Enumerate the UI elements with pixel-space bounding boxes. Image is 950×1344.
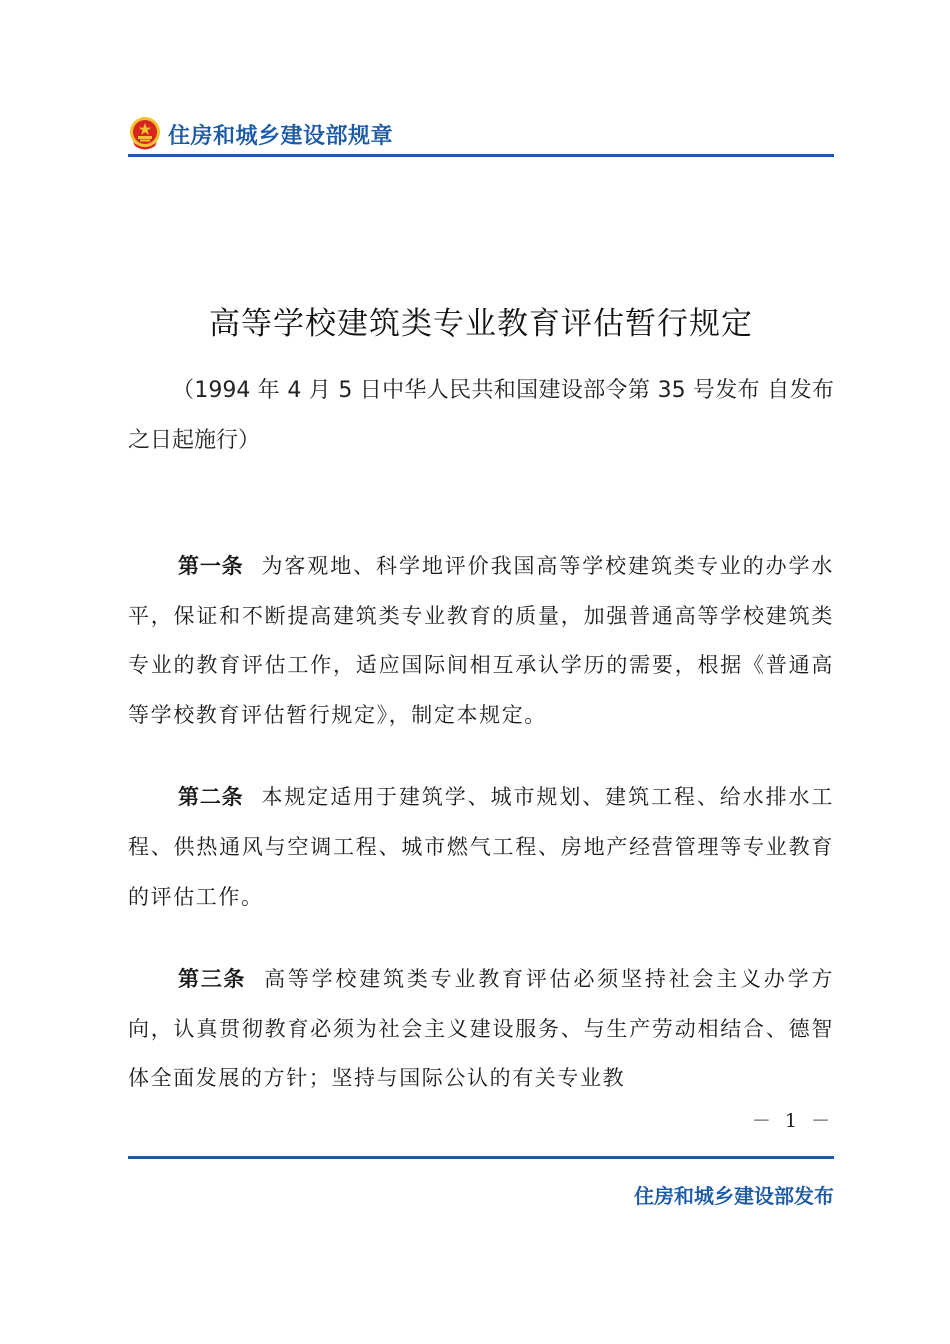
- article-2-label: 第二条: [178, 785, 244, 810]
- article-3: [128, 955, 834, 1104]
- article-1: [128, 542, 834, 740]
- article-3-label: 第三条: [178, 967, 247, 992]
- article-list: [128, 542, 834, 1137]
- national-emblem-icon: [128, 116, 162, 150]
- footer-divider: [128, 1156, 834, 1159]
- article-2: [128, 773, 834, 922]
- header-divider: [128, 154, 834, 157]
- document-subtitle: （1994 年 4 月 5 日中华人民共和国建设部令第 35 号发布 自发布之日起施行）: [128, 378, 834, 453]
- article-2-text: 本规定适用于建筑学、城市规划、建筑工程、给水排水工程、供热通风与空调工程、城市燃气工程、房地产经营管理等专业教育的评估工作。: [128, 785, 835, 909]
- article-1-text: 为客观地、科学地评价我国高等学校建筑类专业的办学水平，保证和不断提高建筑类专业教育的质量，加强普通高等学校建筑类专业的教育评估工作，适应国际间相互承认学历的需要，根据《普通高等学校教育评估暂行规定》，制定本规定。: [128, 554, 835, 727]
- page-number: － 1 －: [751, 1110, 834, 1132]
- footer-publisher: 住房和城乡建设部发布: [634, 1184, 834, 1208]
- header-title: 住房和城乡建设部规章: [168, 124, 394, 149]
- article-3-text: 高等学校建筑类专业教育评估必须坚持社会主义办学方向，认真贯彻教育必须为社会主义建设服务、与生产劳动相结合、德智体全面发展的方针；坚持与国际公认的有关专业教: [128, 967, 834, 1091]
- document-title: 高等学校建筑类专业教育评估暂行规定: [209, 306, 753, 342]
- article-1-label: 第一条: [178, 554, 244, 578]
- page-header: [128, 112, 834, 156]
